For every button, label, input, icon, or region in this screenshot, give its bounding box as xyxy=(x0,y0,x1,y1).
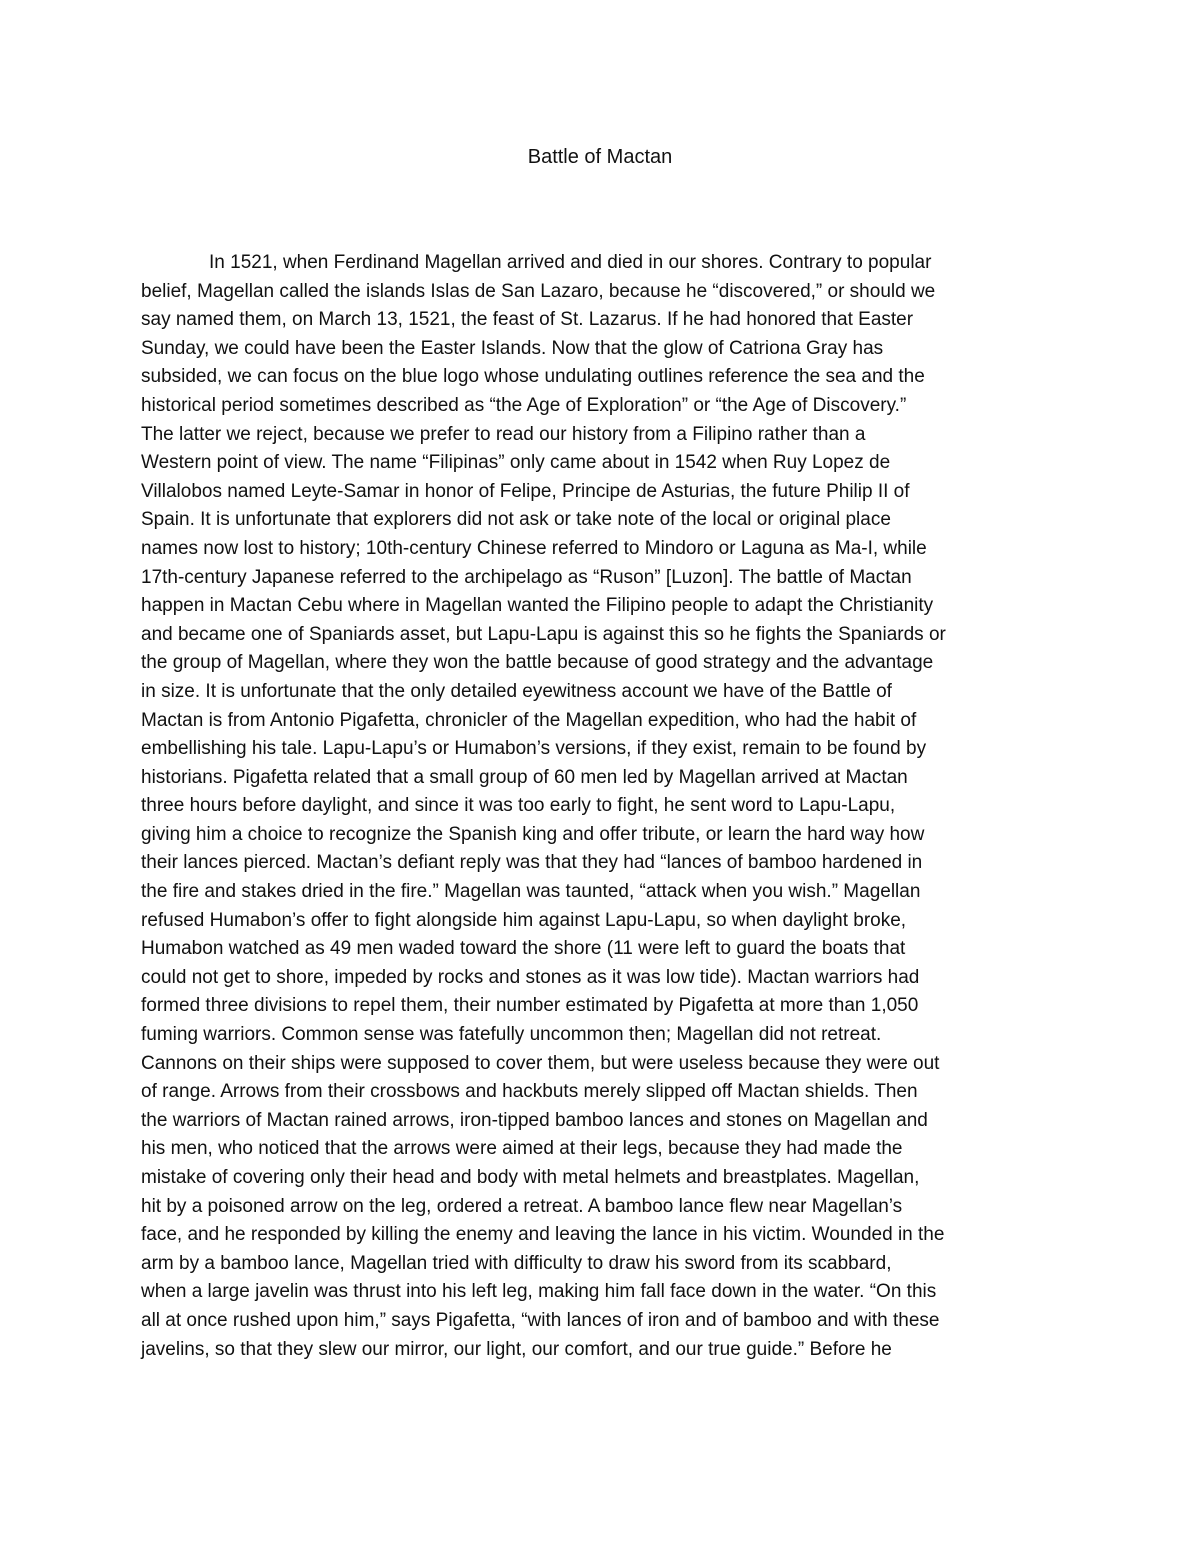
body-line: Villalobos named Leyte-Samar in honor of Felipe, Principe de Asturias, the future Philip II of xyxy=(141,480,910,502)
body-line: refused Humabon’s offer to fight alongside him against Lapu-Lapu, so when daylight broke, xyxy=(141,909,907,931)
body-line: happen in Mactan Cebu where in Magellan wanted the Filipino people to adapt the Christianity xyxy=(141,595,934,617)
body-line: the fire and stakes dried in the fire.” Magellan was taunted, “attack when you wish.” Magellan xyxy=(141,881,921,903)
body-line: all at once rushed upon him,” says Pigafetta, “with lances of iron and of bamboo and with these xyxy=(141,1309,940,1331)
body-line: their lances pierced. Mactan’s defiant reply was that they had “lances of bamboo hardened in xyxy=(141,852,923,874)
body-line: face, and he responded by killing the enemy and leaving the lance in his victim. Wounded in the xyxy=(141,1224,945,1246)
body-line: hit by a poisoned arrow on the leg, ordered a retreat. A bamboo lance flew near Magellan’s xyxy=(141,1195,903,1217)
body-line: of range. Arrows from their crossbows and hackbuts merely slipped off Mactan shields. Then xyxy=(141,1081,918,1103)
body-line: when a large javelin was thrust into his left leg, making him fall face down in the water. “On this xyxy=(141,1281,937,1303)
body-line: mistake of covering only their head and body with metal helmets and breastplates. Magellan, xyxy=(141,1167,920,1188)
body-line: the warriors of Mactan rained arrows, iron-tipped bamboo lances and stones on Magellan and xyxy=(141,1109,928,1131)
body-line: in size. It is unfortunate that the only detailed eyewitness account we have of the Battle of xyxy=(141,680,892,702)
body-line: belief, Magellan called the islands Islas de San Lazaro, because he “discovered,” or should we xyxy=(141,280,936,302)
body-line: his men, who noticed that the arrows were aimed at their legs, because they had made the xyxy=(141,1138,903,1160)
body-line: historical period sometimes described as “the Age of Exploration” or “the Age of Discovery.” xyxy=(141,394,907,416)
body-line: Cannons on their ships were supposed to cover them, but were useless because they were out xyxy=(141,1052,940,1074)
body-line: Spain. It is unfortunate that explorers did not ask or take note of the local or original place xyxy=(141,509,891,531)
body-line: Mactan is from Antonio Pigafetta, chronicler of the Magellan expedition, who had the habit of xyxy=(141,709,917,731)
body-line: three hours before daylight, and since it was too early to fight, he sent word to Lapu-Lapu, xyxy=(141,795,896,817)
body-line: and became one of Spaniards asset, but Lapu-Lapu is against this so he fights the Spaniards or xyxy=(141,623,946,645)
body-line: 17th-century Japanese referred to the archipelago as “Ruson” [Luzon]. The battle of Mactan xyxy=(141,566,912,588)
body-line: could not get to shore, impeded by rocks and stones as it was low tide). Mactan warriors had xyxy=(141,966,920,988)
document-body xyxy=(141,249,1061,1364)
body-line: Humabon watched as 49 men waded toward the shore (11 were left to guard the boats that xyxy=(141,938,906,960)
body-line: names now lost to history; 10th-century Chinese referred to Mindoro or Laguna as Ma-I, while xyxy=(141,537,927,559)
document-title: Battle of Mactan xyxy=(527,146,673,168)
body-line: embellishing his tale. Lapu-Lapu’s or Humabon’s versions, if they exist, remain to be found by xyxy=(141,738,927,760)
body-line: arm by a bamboo lance, Magellan tried with difficulty to draw his sword from its scabbard, xyxy=(141,1252,892,1274)
body-line: fuming warriors. Common sense was fatefully uncommon then; Magellan did not retreat. xyxy=(141,1024,882,1046)
body-line: formed three divisions to repel them, their number estimated by Pigafetta at more than 1,050 xyxy=(141,995,919,1017)
body-line: javelins, so that they slew our mirror, our light, our comfort, and our true guide.” Before he xyxy=(141,1338,892,1360)
body-line: Western point of view. The name “Filipinas” only came about in 1542 when Ruy Lopez de xyxy=(141,452,891,474)
body-line: say named them, on March 13, 1521, the feast of St. Lazarus. If he had honored that Easter xyxy=(141,309,914,331)
body-line: giving him a choice to recognize the Spanish king and offer tribute, or learn the hard way how xyxy=(141,823,925,845)
body-line: the group of Magellan, where they won the battle because of good strategy and the advantage xyxy=(141,652,934,674)
body-line: The latter we reject, because we prefer to read our history from a Filipino rather than a xyxy=(141,423,866,445)
body-line: subsided, we can focus on the blue logo whose undulating outlines reference the sea and the xyxy=(141,366,925,388)
body-line: Sunday, we could have been the Easter Islands. Now that the glow of Catriona Gray has xyxy=(141,337,884,359)
body-line: In 1521, when Ferdinand Magellan arrived and died in our shores. Contrary to popular xyxy=(209,252,932,273)
body-line: historians. Pigafetta related that a small group of 60 men led by Magellan arrived at Mactan xyxy=(141,766,908,788)
